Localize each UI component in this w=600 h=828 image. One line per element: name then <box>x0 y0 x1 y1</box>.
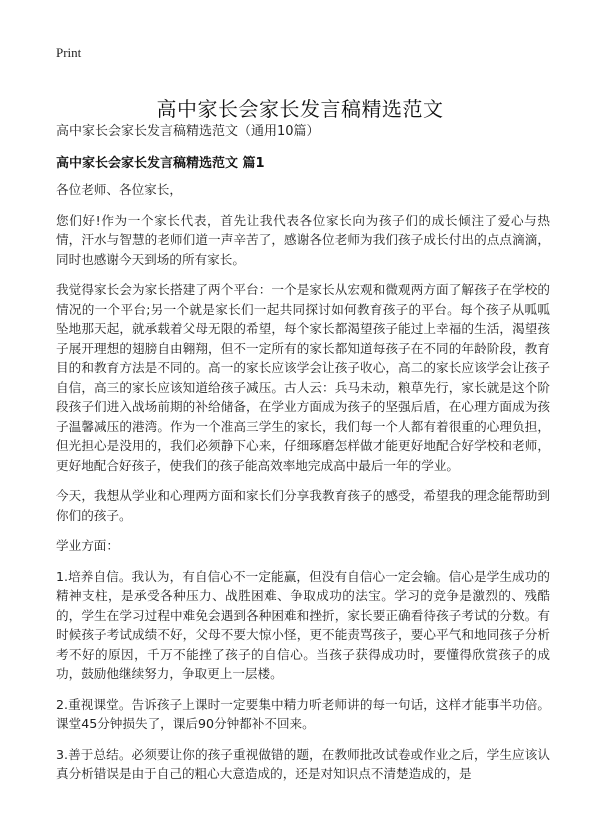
document-subtitle: 高中家长会家长发言稿精选范文（通用10篇） <box>56 124 320 139</box>
section-heading: 高中家长会家长发言稿精选范文 篇1 <box>56 156 265 171</box>
print-link[interactable]: Print <box>56 45 82 60</box>
list-item-paragraph: 2.重视课堂。告诉孩子上课时一定要集中精力听老师讲的每一句话，这样才能事半功倍。课堂45分钟损失了，课后90分钟都补不回来。 <box>56 696 550 731</box>
list-item-paragraph: 3.善于总结。必须要让你的孩子重视做错的题，在教师批改试卷或作业之后，学生应该认真分析错误是由于自己的粗心大意造成的，还是对知识点不清楚造成的，是 <box>56 746 550 781</box>
subsection-label: 学业方面： <box>56 538 119 553</box>
article-body <box>56 180 550 795</box>
body-paragraph: 您们好!作为一个家长代表，首先让我代表各位家长向为孩子们的成长倾注了爱心与热情，汗水与智慧的老师们道一声辛苦了，感谢各位老师为我们孩子成长付出的点点滴滴，同时也感谢今天到场的所有家长。 <box>56 212 550 267</box>
page-title: 高中家长会家长发言稿精选范文 <box>156 97 444 122</box>
body-paragraph: 今天，我想从学业和心理两方面和家长们分享我教育孩子的感受，希望我的理念能帮助到你们的孩子。 <box>56 488 550 523</box>
list-item-paragraph: 1.培养自信。我认为，有自信心不一定能赢，但没有自信心一定会输。信心是学生成功的精神支柱，是承受各种压力、战胜困难、争取成功的法宝。学习的竞争是激烈的、残酷的，学生在学习过程中难免会遇到各种困难和挫折，家长要正确看待孩子考试的分数。有时候孩子考试成绩不好，父母不要大惊小怪，更不能责骂孩子，要心平气和地同孩子分析考不好的原因，千万不能挫了孩子的自信心。当孩子获得成功时，要懂得欣赏孩子的成功，鼓励他继续努力，争取更上一层楼。 <box>56 568 550 681</box>
body-paragraph: 我觉得家长会为家长搭建了两个平台：一个是家长从宏观和微观两方面了解孩子在学校的情况的一个平台;另一个就是家长们一起共同探讨如何教育孩子的平台。每个孩子从呱呱坠地那天起，就承载着父母无限的希望，每个家长都渴望孩子能过上幸福的生活，渴望孩子展开理想的翅膀自由翱翔，但不一定所有的家长都知道每孩子在不同的年龄阶段，教育目的和教育方法是不同的。高一的家长应该学会让孩子收心，高二的家长应该学会让孩子自信，高三的家长应该知道给孩子减压。古人云：兵马未动，粮草先行，家长就是这个阶段孩子们进入战场前期的补给储备，在学业方面成为孩子的坚强后盾，在心理方面成为孩子温馨减压的港湾。作为一个准高三学生的家长，我们每一个人都有着很重的心理负担，但光担心是没用的，我们必须静下心来，仔细琢磨怎样做才能更好地配合好学校和老师，更好地配合好孩子，使我们的孩子能高效率地完成高中最后一年的学业。 <box>56 282 550 473</box>
salutation-paragraph: 各位老师、各位家长， <box>56 182 182 197</box>
